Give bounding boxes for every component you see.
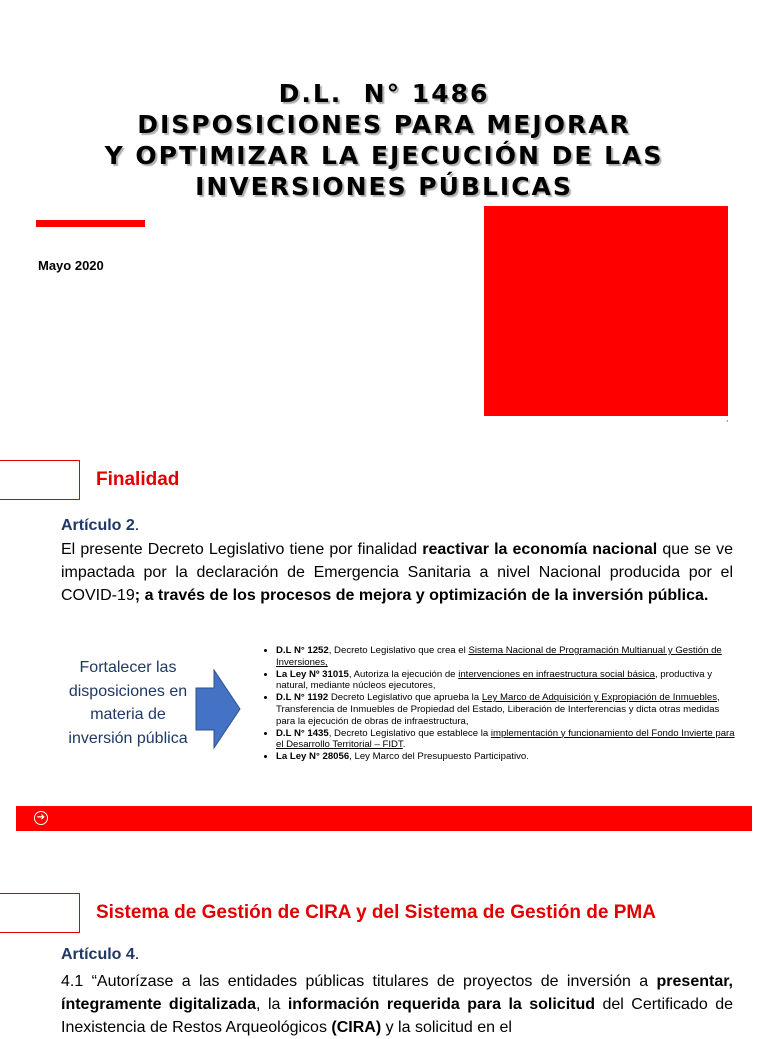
fortalecer-label: Fortalecer las disposiciones en materia de inversión pública	[68, 659, 188, 747]
bullet-link[interactable]: implementación y funcionamiento del Fondo Invierte para el Desarrollo Territorial – FIDT	[276, 727, 735, 751]
para-bold-1: reactivar la economía nacional	[422, 541, 658, 558]
bullet-text: , Decreto Legislativo que establece la	[328, 727, 491, 739]
red-footer-band	[16, 806, 752, 831]
corner-mark: ,	[726, 414, 729, 423]
legislation-list-item	[276, 669, 736, 693]
finalidad-paragraph	[61, 538, 733, 607]
cira-text-4: y la solicitud en el	[381, 1019, 512, 1036]
cira-text-2: , la	[256, 996, 288, 1013]
legislation-list-item	[276, 751, 736, 763]
article-label-period: .	[134, 517, 140, 534]
arrow-circle-icon[interactable]: ➔	[34, 811, 48, 825]
article-label-4	[61, 946, 139, 964]
bullet-text: , Decreto Legislativo que crea el	[328, 645, 469, 656]
bullet-bold: La Ley N° 28056	[276, 751, 350, 763]
bullet-link[interactable]: intervenciones en infraestructura social básica	[458, 668, 655, 680]
bullet-link[interactable]: Sistema Nacional de Programación Multianual y Gestión de Inversiones,	[276, 645, 722, 668]
bullet-bold: La Ley Nº 31015	[276, 668, 349, 680]
para-bold-2: ; a través de los procesos de mejora y optimización de la inversión pública.	[134, 587, 709, 604]
legislation-list-item	[276, 692, 736, 727]
title-line-2: DISPOSICIONES PARA MEJORAR	[137, 110, 631, 139]
legislation-list	[258, 645, 736, 763]
title-line-1: D.L. N° 1486	[278, 79, 490, 108]
bullet-link[interactable]: Ley Marco de Adquisición y Expropiación de Inmuebles	[481, 692, 717, 704]
bullet-tail: , productiva y natural, mediante núcleos ejecutores,	[276, 668, 713, 692]
legislation-list-item	[276, 728, 736, 752]
article-label-4-text: Artículo 4	[61, 946, 135, 963]
para-text-1: El presente Decreto Legislativo tiene por finalidad	[61, 541, 423, 558]
cira-bold-1: presentar, íntegramente digitalizada	[61, 973, 733, 1013]
legislation-list-item	[276, 645, 736, 669]
cira-bold-2: información requerida para la solicitud	[287, 996, 596, 1013]
section-heading-finalidad: Finalidad	[96, 469, 180, 490]
bullet-tail: .	[402, 739, 406, 751]
title-line-4: INVERSIONES PÚBLICAS	[195, 172, 573, 201]
cira-bold-3: (CIRA)	[331, 1019, 382, 1036]
bullet-bold: D.L N° 1192	[276, 692, 329, 704]
section-marker-box-2	[0, 893, 80, 933]
page-title	[0, 78, 768, 202]
para-text-2: que se ve impactada por la declaración de Emergencia Sanitaria a nivel Nacional producida por el COVID-19	[61, 541, 734, 604]
bullet-bold: D.L N° 1435	[276, 727, 329, 739]
bullet-text: , Ley Marco del Presupuesto Participativo.	[349, 751, 529, 763]
title-line-3: Y OPTIMIZAR LA EJECUCIÓN DE LAS	[104, 141, 664, 170]
cira-text-3: del Certificado de Inexistencia de Restos Arqueológicos	[61, 996, 733, 1036]
red-image-block	[484, 206, 728, 416]
article-label	[61, 517, 139, 535]
article-label-4-period: .	[134, 946, 140, 963]
red-accent-rule	[36, 220, 145, 227]
right-arrow-icon	[196, 670, 240, 748]
cira-text-1: 4.1 “Autorízase a las entidades públicas titulares de proyectos de inversión a	[61, 973, 657, 990]
bullet-text: Decreto Legislativo que aprueba la	[328, 692, 482, 704]
article-label-text: Artículo 2	[61, 517, 135, 534]
bullet-bold: D.L N° 1252	[276, 645, 329, 656]
section-heading-cira: Sistema de Gestión de CIRA y del Sistema de Gestión de PMA	[96, 902, 656, 923]
cira-paragraph	[61, 970, 733, 1036]
section-marker-box	[0, 460, 80, 500]
bullet-tail: , Transferencia de Inmuebles de Propiedad del Estado, Liberación de Interferencias y dicta otras medidas para la ejecución de obras de infraestructura,	[276, 692, 720, 727]
bullet-text: , Autoriza la ejecución de	[348, 668, 459, 680]
publication-date: Mayo 2020	[38, 258, 104, 273]
